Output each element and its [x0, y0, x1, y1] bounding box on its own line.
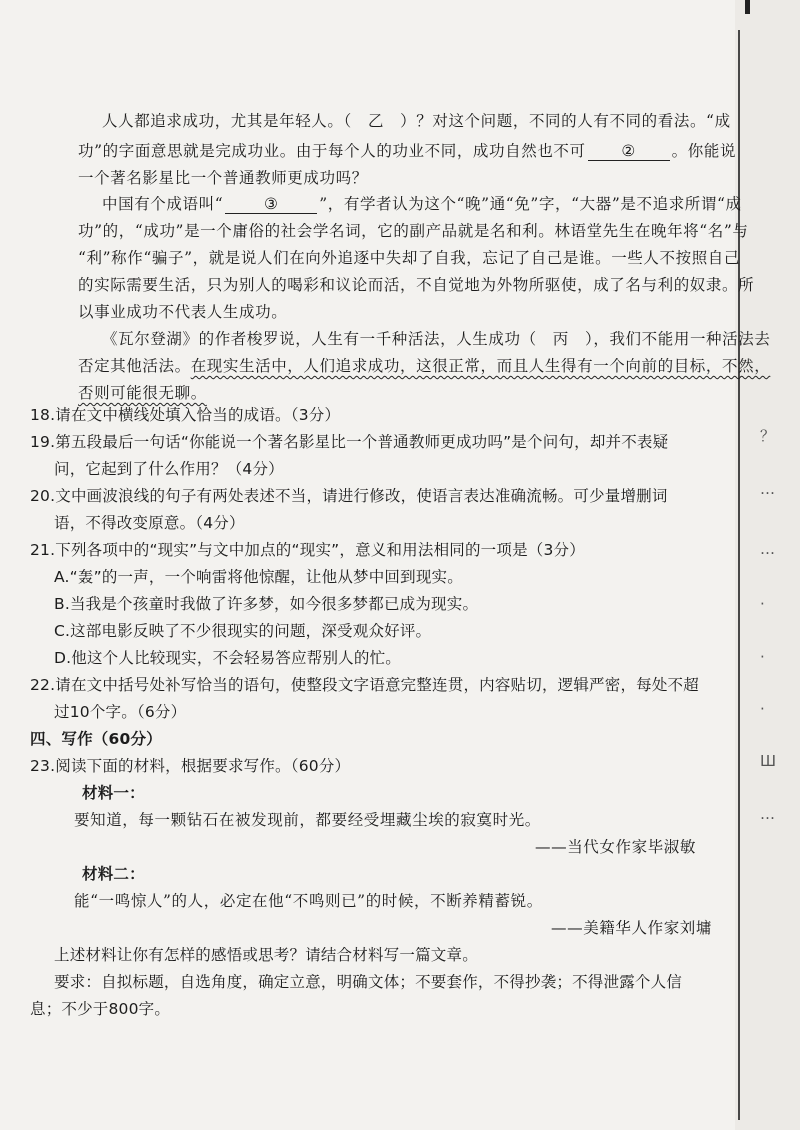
question-19-cont: 问，它起到了什么作用？（4分）	[54, 460, 284, 478]
option-a: A.“轰”的一声，一个响雷将他惊醒，让他从梦中回到现实。	[54, 568, 463, 586]
margin-mark: …	[760, 805, 775, 823]
question-22: 22.请在文中括号处补写恰当的语句，使整段文字语意完整连贯，内容贴切，逻辑严密，每处不超	[30, 676, 699, 694]
passage-text: 。你能说	[671, 142, 737, 160]
material-1-source: ——当代女作家毕淑敏	[535, 838, 697, 856]
option-c: C.这部电影反映了不少很现实的问题，深受观众好评。	[54, 622, 432, 640]
passage-line: 的实际需要生活，只为别人的喝彩和议论而活，不自觉地为外物所驱使，成了名与利的奴隶。所	[78, 276, 755, 294]
question-22-cont: 过10个字。（6分）	[54, 703, 187, 721]
option-d: D.他这个人比较现实，不会轻易答应帮别人的忙。	[54, 649, 401, 667]
passage-text: 否定其他活法。	[78, 357, 191, 375]
passage-line: 以事业成功不代表人生成功。	[78, 303, 288, 321]
question-19: 19.第五段最后一句话“你能说一个著名影星比一个普通教师更成功吗”是个问句，却并不表疑	[30, 433, 669, 451]
passage-line	[102, 193, 742, 215]
question-20-cont: 语，不得改变原意。（4分）	[54, 514, 245, 532]
section-heading: 四、写作（60分）	[30, 730, 162, 748]
material-1-label: 材料一：	[82, 784, 145, 802]
margin-mark: …	[760, 540, 775, 558]
question-18: 18.请在文中横线处填入恰当的成语。（3分）	[30, 406, 341, 424]
answer-blank-3: ③	[225, 195, 317, 214]
passage-line	[78, 382, 207, 404]
writing-prompt: 上述材料让你有怎样的感悟或思考？请结合材料写一篇文章。	[54, 946, 478, 964]
margin-mark: Ш	[760, 752, 777, 770]
writing-requirements-cont: 息；不少于800字。	[30, 1000, 171, 1018]
material-1-text: 要知道，每一颗钻石在被发现前，都要经受埋藏尘埃的寂寞时光。	[74, 811, 541, 829]
margin-mark: ？	[760, 427, 776, 445]
passage-line: 《瓦尔登湖》的作者梭罗说，人生有一千种活法，人生成功（ 丙 ），我们不能用一种活法去	[102, 330, 771, 348]
margin-mark: …	[760, 480, 775, 498]
passage-text: 功”的字面意思就是完成功业。由于每个人的功业不同，成功自然也不可	[78, 142, 586, 160]
answer-blank-2: ②	[588, 142, 670, 161]
question-23: 23.阅读下面的材料，根据要求写作。（60分）	[30, 757, 351, 775]
material-2-text: 能“一鸣惊人”的人，必定在他“不鸣则已”的时候，不断养精蓄锐。	[74, 892, 543, 910]
passage-line	[78, 140, 736, 162]
passage-line: “利”称作“骗子”，就是说人们在向外追逐中失却了自我，忘记了自己是谁。一些人不按照自己	[78, 249, 740, 267]
question-21: 21.下列各项中的“现实”与文中加点的“现实”，意义和用法相同的一项是（3分）	[30, 541, 585, 559]
margin-mark: ·	[760, 648, 765, 666]
passage-line: 一个著名影星比一个普通教师更成功吗？	[78, 169, 368, 187]
material-2-label: 材料二：	[82, 865, 145, 883]
passage-line: 人人都追求成功，尤其是年轻人。（ 乙 ）？对这个问题，不同的人有不同的看法。“成	[102, 112, 731, 130]
material-2-source: ——美籍华人作家刘墉	[551, 919, 713, 937]
wavy-underlined-sentence: 在现实生活中，人们追求成功，这很正常，而且人生得有一个向前的目标，不然，	[190, 357, 771, 375]
passage-text: 中国有个成语叫“	[102, 195, 224, 213]
question-20: 20.文中画波浪线的句子有两处表述不当，请进行修改，使语言表达准确流畅。可少量增删词	[30, 487, 668, 505]
margin-mark: ·	[760, 700, 765, 718]
passage-line: 功”的，“成功”是一个庸俗的社会学名词，它的副产品就是名和利。林语堂先生在晚年将“名”与	[78, 222, 749, 240]
writing-requirements: 要求：自拟标题，自选角度，确定立意，明确文体；不要套作，不得抄袭；不得泄露个人信	[54, 973, 683, 991]
margin-mark: ·	[760, 595, 765, 613]
binding-margin	[735, 0, 800, 1130]
corner-mark	[745, 0, 750, 14]
option-b: B.当我是个孩童时我做了许多梦，如今很多梦都已成为现实。	[54, 595, 479, 613]
wavy-underlined-sentence: 否则可能很无聊。	[78, 384, 207, 402]
passage-text: ”，有学者认为这个“晚”通“免”字，“大器”是不追求所谓“成	[319, 195, 742, 213]
passage-line	[78, 355, 770, 377]
